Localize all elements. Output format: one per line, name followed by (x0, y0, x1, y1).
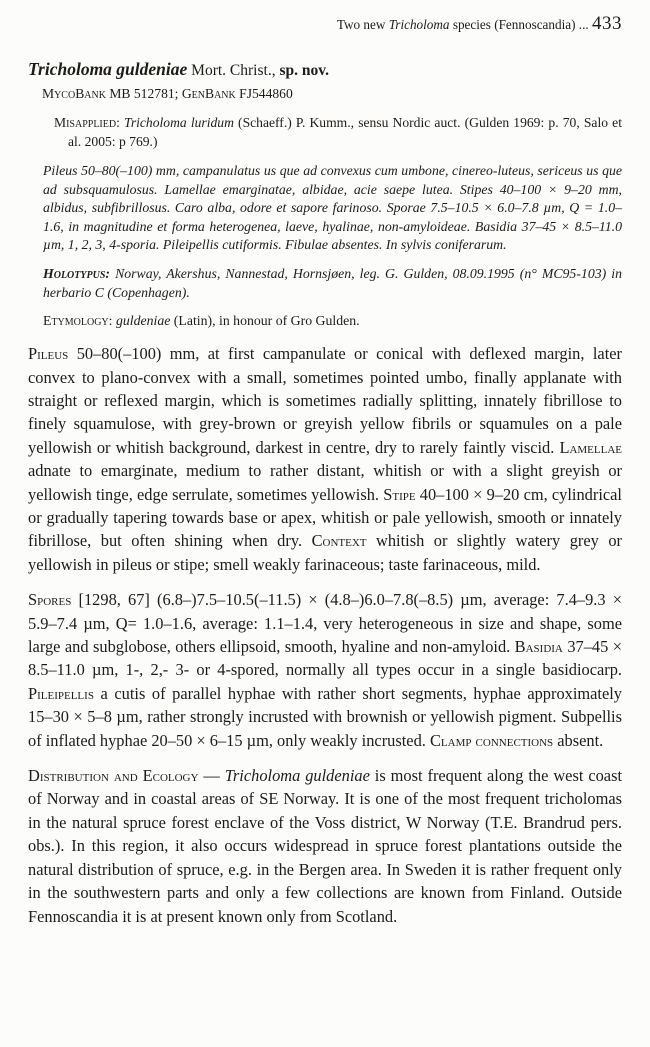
text-segment: Lamellae (559, 437, 622, 457)
text-segment: Basidia (514, 637, 563, 657)
text-segment: Stipe (383, 484, 416, 504)
text-segment: Clamp connections (429, 730, 554, 750)
description-pileus (28, 342, 622, 576)
text-segment: MB 512781; (105, 86, 182, 101)
text-segment: GenBank (181, 86, 236, 101)
text-segment: Context (311, 531, 367, 551)
text-segment: Distribution and Ecology (28, 766, 199, 786)
text-segment: is most frequent along the west coast of Norway and in coastal areas of SE Norway. It is one of the most frequent tricholomas in the natural spruce forest enclave of the Voss district, W Norway (T.E. Brandrud pers. obs.). In this region, it also occurs widespread in spruce forest plantations outside the natural distribution of spruce, e.g. in the Bergen area. In Sweden it is rather frequent only in the southwestern parts and only a few collections are known from Finland. Outside Fennoscandia it is at present known only from Scotland. (28, 766, 622, 926)
text-segment: (Schaeff.) P. Kumm., sensu Nordic auct. (Gulden 1969: p. 70, Salo et al. 2005: p 769.) (68, 115, 622, 149)
text-segment: guldeniae (115, 313, 171, 329)
text-segment: FJ544860 (235, 86, 293, 101)
text-segment: (Latin), in honour of Gro Gulden. (170, 313, 360, 329)
text-segment: 37–45 × 8.5–11.0 µm, 1-, 2,- 3- or 4-spored, normally all types occur in a single basidiocarp. (28, 637, 622, 680)
text-segment: [1298, 67] (6.8–)7.5–10.5(–11.5) × (4.8–)6.0–7.8(–8.5) µm, average: 7.4–9.3 × 5.9–7.4 µm, Q= 1.0–1.6, average: 1.1–1.4, very heterogeneous in size and shape, some large and subglobose, others ellipsoid, smooth, hyaline and non-amyloid. (28, 590, 622, 657)
page-number: 433 (592, 13, 622, 34)
text-segment: adnate to emarginate, medium to rather distant, whitish or with a slight greyish or yellowish tinge, edge serrulate, sometimes yellowish. (28, 461, 622, 504)
text-segment: — (198, 766, 225, 786)
misapplied-note (54, 113, 622, 151)
text-segment: Pileipellis (28, 683, 94, 703)
text-segment: Misapplied: (54, 115, 125, 130)
text-segment: absent. (553, 730, 604, 750)
text-segment: Tricholoma guldeniae (224, 766, 370, 786)
text-segment: Etymology: (43, 313, 116, 329)
text-segment: Spores (28, 590, 72, 610)
latin-diagnosis (43, 162, 622, 255)
text-segment: a cutis of parallel hyphae with rather short segments, hyphae approximately 15–30 × 5–8 µm, rather strongly incrusted with brownish or yellowish pigment. Subpellis of inflated hyphae 20–50 × 6–15 µm, only weakly incrusted. (28, 683, 622, 750)
text-segment: MycoBank (42, 86, 106, 101)
species-title (28, 59, 622, 81)
text-segment: Pileus (28, 344, 69, 364)
species-name: Tricholoma guldeniae (28, 59, 188, 79)
text-segment: Tricholoma (388, 17, 450, 32)
text-segment: Tricholoma luridum (124, 115, 234, 130)
text-segment: Two new (336, 17, 389, 32)
text-segment: Pileus 50–80(–100) mm, campanulatus us que ad convexus cum umbone, cinereo-luteus, sericeus us que ad subsquamulosus. Lamellae emarginatae, albidae, acie saepe lutea. Stipes 40–100 × 9–20 mm, albidus, subfibrillosus. Caro alba, odore et sapore farinoso. Sporae 7.5–10.5 × 6.0–7.8 µm, Q = 1.0–1.6, in magnitudine et forma heterogenea, laeve, hyalinae, non-amyloideae. Basidia 37–45 × 8.5–11.0 µm, 1, 2, 3, 4-sporia. Pileipellis cutiformis. Fibulae absentes. In sylvis coniferarum. (43, 163, 622, 253)
text-segment: Norway, Akershus, Nannestad, Hornsjøen, leg. G. Gulden, 08.09.1995 (n° MC95-103) in herbario C (Copenhagen). (43, 265, 622, 300)
etymology-note (43, 312, 622, 330)
text-segment: 40–100 × 9–20 cm, cylindrical or gradually tapering towards base or apex, whitish or pale yellowish, smooth or innately fibrillose, but often shining when dry. (28, 484, 622, 551)
description-distribution (28, 764, 622, 928)
text-segment: 50–80(–100) mm, at first campanulate or conical with deflexed margin, later convex to plano-convex with a small, sometimes pointed umbo, finally applanate with straight or reflexed margin, which is sometimes radially splitting, innately fibrillose to finely squamulose, with grey-brown or greyish yellow fibrils or squamules on a pale yellowish or whitish background, darkest in centre, dry to rarely faintly viscid. (28, 344, 622, 457)
registry-line (42, 85, 622, 103)
text-segment: species (Fennoscandia) ... (449, 17, 592, 32)
text-segment: sp. nov. (279, 62, 329, 79)
holotype-note (43, 265, 622, 302)
text-segment: whitish or slightly watery grey or yellowish in pileus or stipe; smell weakly farinaceous; taste farinaceous, mild. (28, 531, 622, 574)
text-segment: Mort. Christ., (187, 62, 280, 79)
running-head (28, 12, 622, 35)
text-segment: Holotypus: (43, 265, 116, 281)
description-spores (28, 588, 622, 752)
